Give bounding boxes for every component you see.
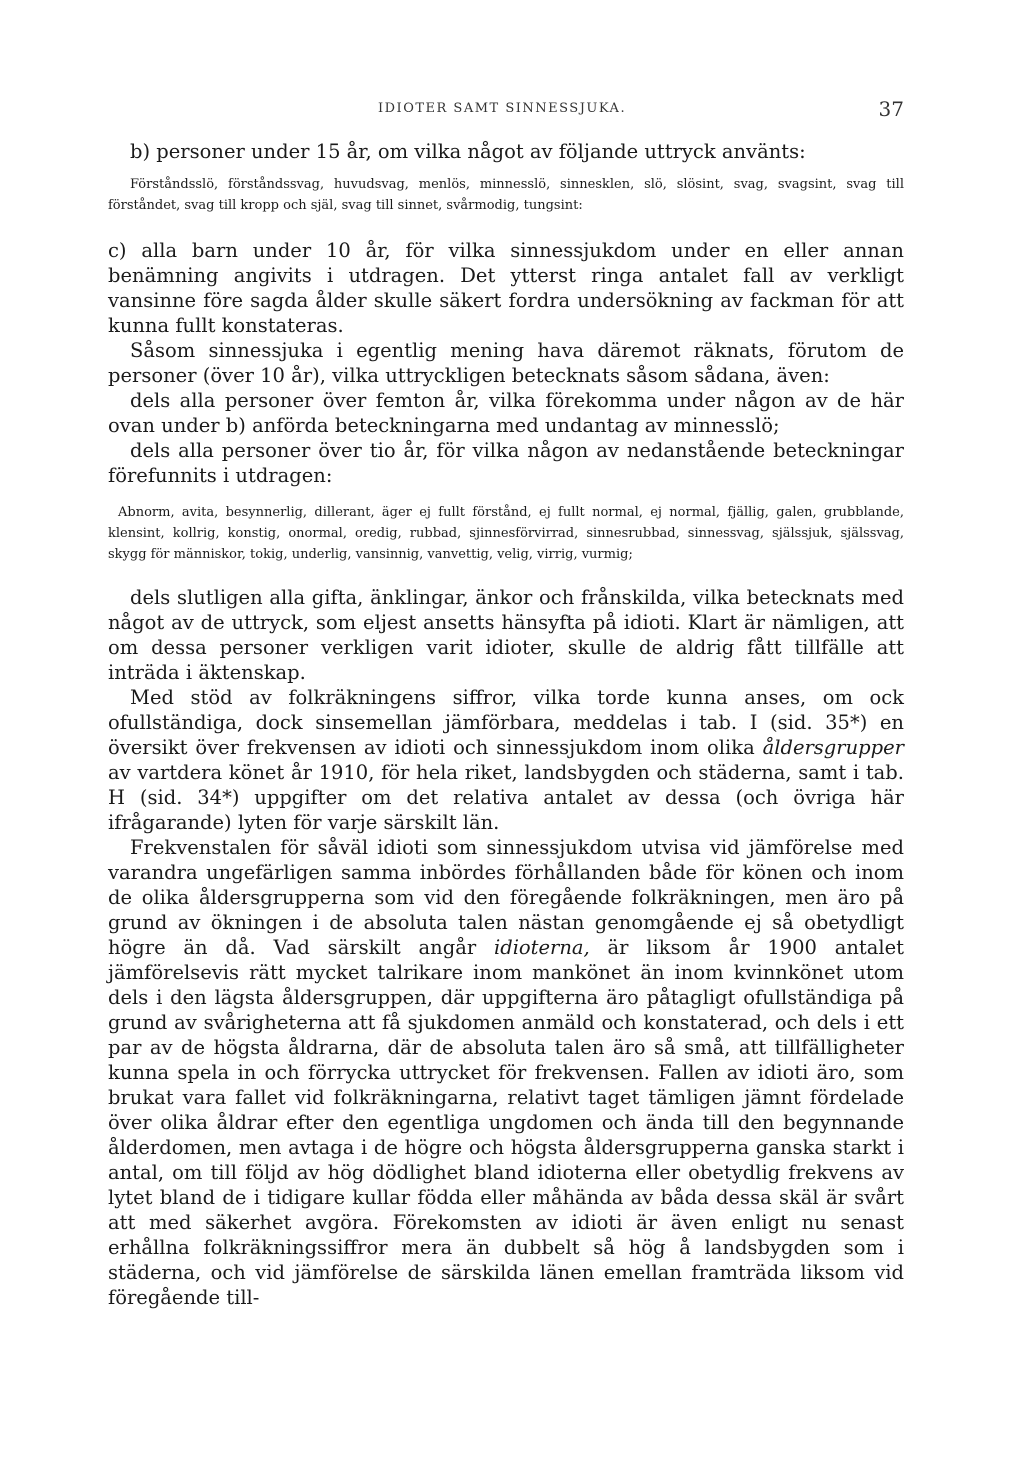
paragraph-med-stod [108, 685, 904, 835]
document-page [108, 95, 904, 1310]
item-b: b) personer under 15 år, om vilka något av följande uttryck använts: [130, 140, 806, 163]
paragraph-frekvenstalen-part-2: är liksom år 1900 antalet jämförelsevis rätt mycket talrikare inom mankönet än inom kvinnkönet utom dels i den lägsta åldersgruppen, där uppgifterna äro påtagligt ofullständiga på grund av svårigheterna att få sjukdomen anmäld och konstaterad, och dels i ett par av de högsta åldrarna, där de absoluta talen äro så små, att tillfälligheter kunna spela in och förrycka uttrycket för frekvensen. Fallen av idioti äro, som brukat vara fallet vid folkräkningarna, relativt taget tämligen jämnt fördelade över olika åldrar efter den egentliga ungdomen och ända till den begynnande ålderdomen, men avtaga i de högre och högsta åldersgrupperna ganska starkt i antal, om till följd av hög dödlighet bland idioterna eller obetydlig frekvens av lytet bland de i tidigare kullar födda eller måhända av båda dessa skäl är svårt att med säkerhet avgöra. Förekomsten av idioti är även enligt nu senast erhållna folkräkningssiffror mera än dubbelt så hög å landsbygden som i städerna, och vid jämförelse de särskilda länen emellan framträda liksom vid föregående till- [108, 936, 905, 1309]
paragraph-med-stod-part-1: Med stöd av folkräkningens siffror, vilka torde kunna anses, om ock ofullständiga, dock sinsemellan jämförbara, meddelas i tab. I (sid. 35*) en översikt över frekvensen av idioti och sinnessjukdom inom olika [108, 686, 904, 759]
item-c: c) alla barn under 10 år, för vilka sinnessjukdom under en eller annan benämning angivits i utdragen. Det ytterst ringa antalet fall av verkligt vansinne före sagda ålder skulle säkert fordra undersökning av fackman för att kunna fullt konstateras. [108, 239, 904, 337]
page-number: 37 [878, 97, 904, 121]
paragraph-frekvenstalen-part-1: Frekvenstalen för såväl idioti som sinnessjukdom utvisa vid jämförelse med varandra ungefärligen samma inbördes förhållanden både för könen och inom de olika åldersgrupperna som vid den föregående folkräkningen, men äro på grund av ökningen i de absoluta talen nästan genomgående ej så obetydligt högre än då. Vad särskilt angår [108, 836, 904, 959]
paragraph-frekvenstalen [108, 835, 904, 1310]
emphasis-aldersgrupper: åldersgrupper [762, 736, 904, 759]
emphasis-idioterna: idioterna, [493, 936, 590, 959]
term-list-b: Förståndsslö, förståndssvag, huvudsvag, menlös, minnesslö, sinnesklen, slö, slösint, svag, svagsint, svag till förståndet, svag till kropp och själ, svag till sinnet, svårmodig, tungsint: [108, 177, 904, 213]
dels-clause-2: dels alla personer över tio år, för vilka någon av nedanstående beteckningar förefunnits i utdragen: [108, 439, 904, 487]
paragraph-med-stod-part-2: av vartdera könet år 1910, för hela riket, landsbygden och städerna, samt i tab. H (sid. 34*) uppgifter om det relativa antalet av dessa (och övriga här ifrågarande) lyten för varje särskilt län. [108, 761, 904, 834]
page-header [108, 95, 904, 123]
paragraph-sasom: Såsom sinnessjuka i egentlig mening hava däremot räknats, förutom de personer (över 10 år), vilka uttryckligen betecknats såsom sådana, även: [108, 339, 904, 387]
term-list-abnorm: Abnorm, avita, besynnerlig, dillerant, äger ej fullt förstånd, ej fullt normal, ej normal, fjällig, galen, grubblande, klensint, kollrig, konstig, onormal, oredig, rubbad, sjinnesförvirrad, sinnesrubbad, sinnessvag, själssjuk, själssvag, skygg för människor, tokig, underlig, vansinnig, vanvettig, velig, virrig, vurmig; [108, 505, 904, 562]
dels-clause-3: dels slutligen alla gifta, änklingar, änkor och frånskilda, vilka betecknats med något av de uttryck, som eljest ansetts hänsyfta på idioti. Klart är nämligen, att om dessa personer verkligen varit idioter, skulle de aldrig fått tillfälle att inträda i äktenskap. [108, 586, 904, 684]
dels-clause-1: dels alla personer över femton år, vilka förekomma under någon av de här ovan under b) anförda beteckningarna med undantag av minnesslö; [108, 389, 904, 437]
running-title: IDIOTER SAMT SINNESSJUKA. [378, 101, 627, 116]
